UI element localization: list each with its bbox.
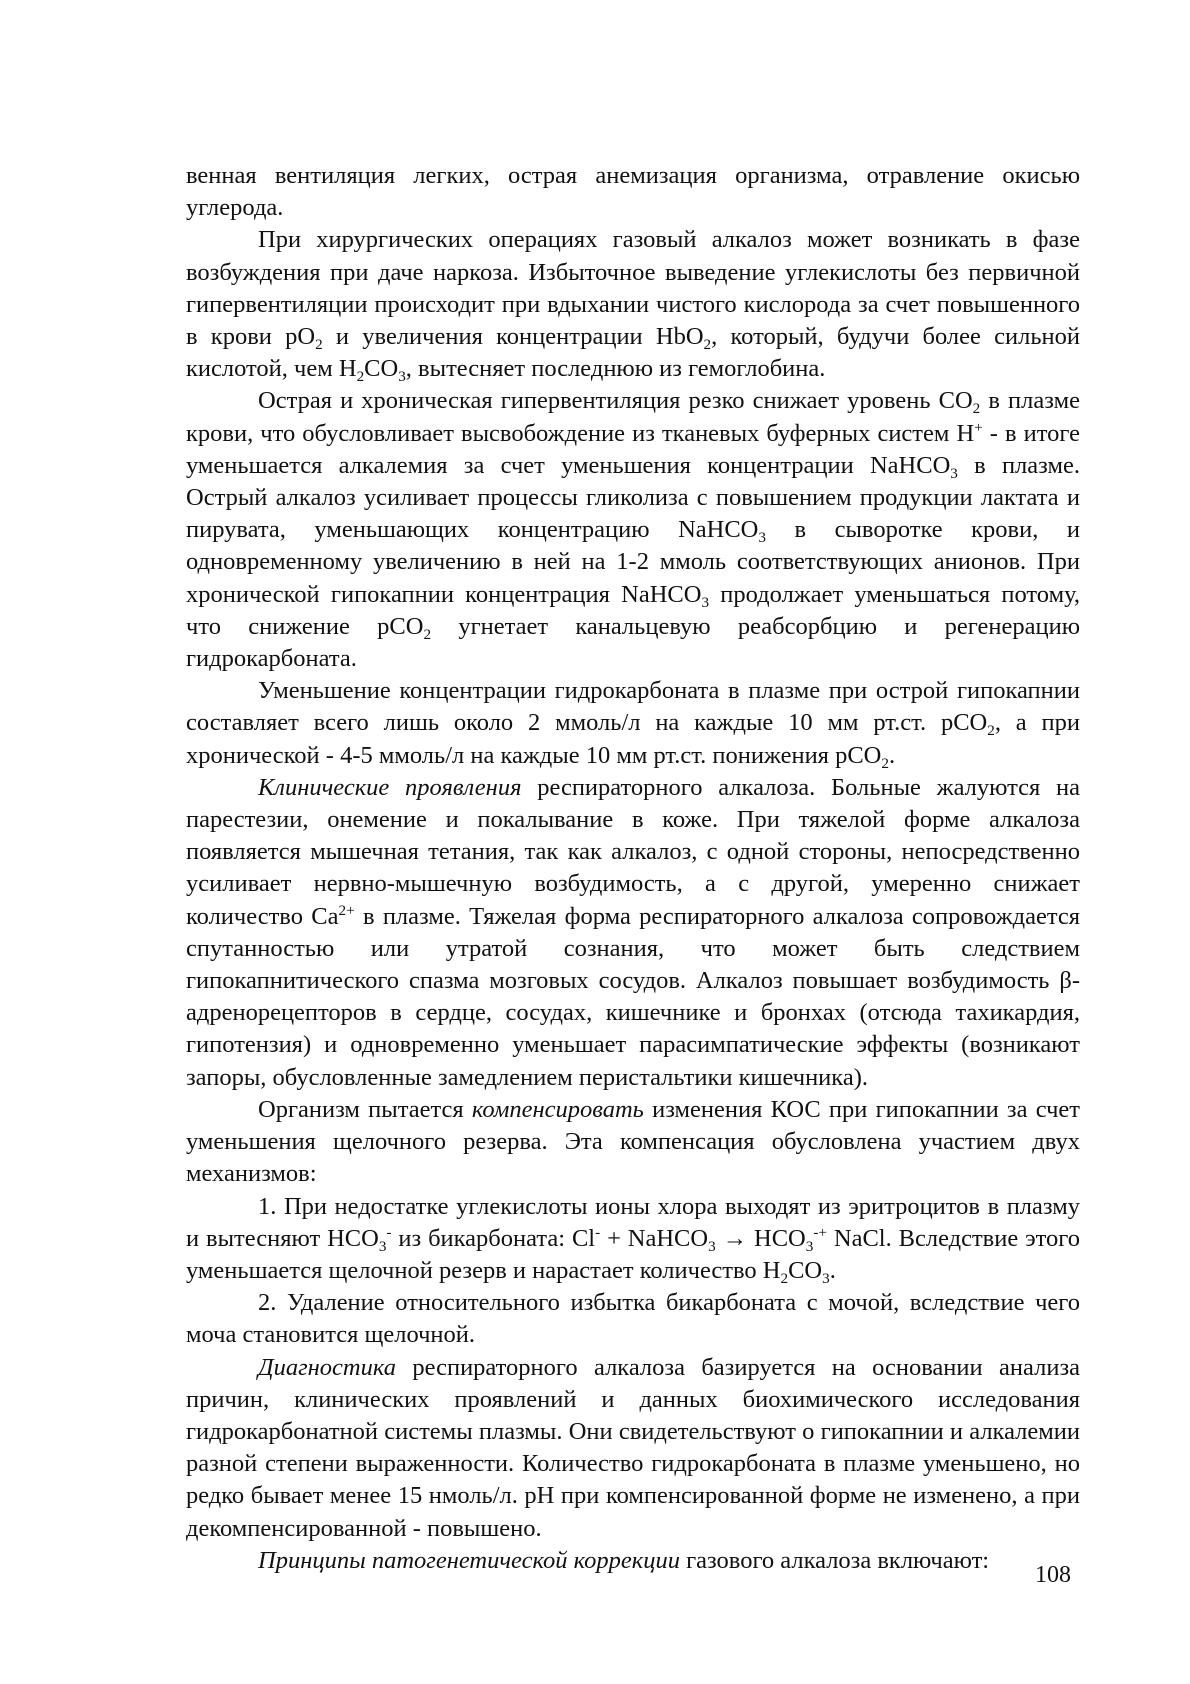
italic-term: Диагностика: [258, 1353, 396, 1381]
list-item-1: 1. При недостатке углекислоты ионы хлора выходят из эритроцитов в плазму и вытесняют $HCO_3^-$ из бикарбоната: Cl- + NaHCO$_3$ → $HCO_3^{-+}$ NaCl. Вследствие этого уменьшается щелочной резерв и нарастает количество $H_2CO_3$.: [186, 1192, 1080, 1287]
page-body: [186, 160, 1080, 1577]
paragraph-4: Уменьшение концентрации гидрокарбоната в плазме при острой гипокапнии составляет всего лишь около 2 ммоль/л на каждые 10 мм рт.ст. pCO$_2$, а при хронической - 4-5 ммоль/л на каждые 10 мм рт.ст. понижения pCO$_2$.: [186, 677, 1080, 772]
page-number: 108: [1035, 1562, 1071, 1588]
reaction-arrow-icon: →: [715, 1224, 755, 1252]
list-item-2: 2. Удаление относительного избытка бикарбоната с мочой, вследствие чего моча становится щелочной.: [186, 1289, 1080, 1349]
italic-term: Принципы патогенетической коррекции: [258, 1546, 680, 1574]
paragraph-1: [186, 160, 1080, 224]
paragraph-6: Организм пытается компенсировать изменения КОС при гипокапнии за счет уменьшения щелочного резерва. Эта компенсация обусловлена участием двух механизмов:: [186, 1095, 1080, 1188]
paragraph-3: Острая и хроническая гипервентиляция резко снижает уровень $CO_2$ в плазме крови, что обусловливает высвобождение из тканевых буферных систем H+ - в итоге уменьшается алкалемия за счет уменьшения концентрации NaHCO$_3$ в плазме. Острый алкалоз усиливает процессы гликолиза с повышением продукции лактата и пирувата, уменьшающих концентрацию NaHCO$_3$ в сыворотке крови, и одновременному увеличению в ней на 1-2 ммоль соответствующих анионов. При хронической гипокапнии концентрация NaHCO$_3$ продолжает уменьшаться потому, что снижение pCO$_2$ угнетает канальцевую реабсорбцию и регенерацию гидрокарбоната.: [186, 387, 1080, 673]
paragraph-10: Принципы патогенетической коррекции газового алкалоза включают:: [258, 1546, 990, 1574]
paragraph-5: Клинические проявления респираторного алкалоза. Больные жалуются на парестезии, онемение и покалывание в коже. При тяжелой форме алкалоза появляется мышечная тетания, так как алкалоз, с одной стороны, непосредственно усиливает нервно-мышечную возбудимость, а с другой, умеренно снижает количество $Ca^{2+}$ в плазме. Тяжелая форма респираторного алкалоза сопровождается спутанностью или утратой сознания, что может быть следствием гипокапнитического спазма мозговых сосудов. Алкалоз повышает возбудимость β-адренорецепторов в сердце, сосудах, кишечнике и бронхах (отсюда тахикардия, гипотензия) и одновременно уменьшает парасимпатические эффекты (возникают запоры, обусловленные замедлением перистальтики кишечника).: [186, 773, 1081, 1091]
paragraph-text: венная вентиляция легких, острая анемизация организма, отравление окисью углерода.: [186, 162, 1080, 222]
italic-term: компенсировать: [471, 1095, 644, 1123]
italic-term: Клинические проявления: [258, 773, 522, 801]
paragraph-2: При хирургических операциях газовый алкалоз может возникать в фазе возбуждения при даче наркоза. Избыточное выведение углекислоты без первичной гипервентиляции происходит при вдыхании чистого кислорода за счет повышенного в крови $pO_2$ и увеличения концентрации HbO$_2$, который, будучи более сильной кислотой, чем $H_2CO_3$, вытесняет последнюю из гемоглобина.: [186, 226, 1081, 386]
paragraph-9: Диагностика респираторного алкалоза базируется на основании анализа причин, клинических проявлений и данных биохимического исследования гидрокарбонатной системы плазмы. Они свидетельствуют о гипокапнии и алкалемии разной степени выраженности. Количество гидрокарбоната в плазме уменьшено, но редко бывает менее 15 нмоль/л. pH при компенсированной форме не изменено, а при декомпенсированной - повышено.: [186, 1353, 1080, 1542]
